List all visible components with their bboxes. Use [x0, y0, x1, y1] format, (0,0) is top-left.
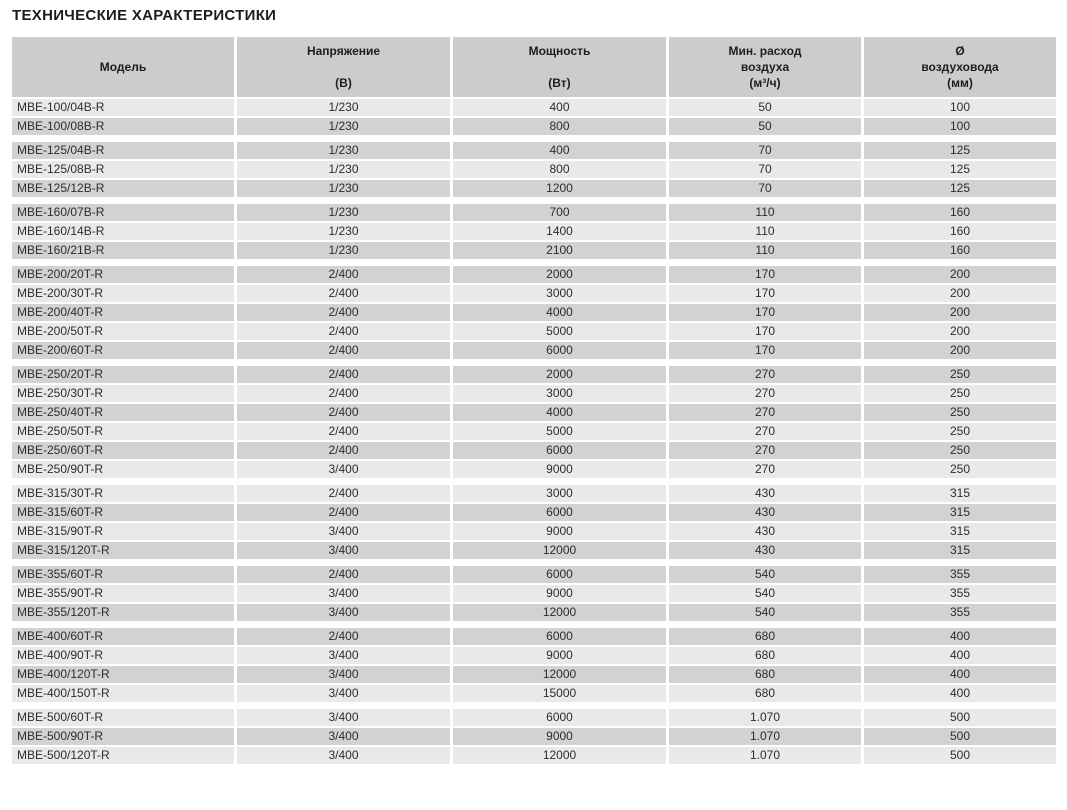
cell-diameter: 500 — [864, 709, 1056, 726]
cell-power: 12000 — [453, 604, 666, 621]
table-row — [12, 204, 1055, 221]
table-row — [12, 161, 1055, 178]
cell-voltage: 2/400 — [237, 304, 450, 321]
cell-power: 6000 — [453, 504, 666, 521]
cell-voltage: 3/400 — [237, 585, 450, 602]
header-cell-voltage-line: Напряжение — [306, 44, 381, 58]
cell-diameter: 315 — [864, 523, 1056, 540]
cell-airflow: 540 — [669, 585, 861, 602]
cell-diameter: 250 — [864, 404, 1056, 421]
cell-model: MBE-250/90T-R — [12, 461, 234, 478]
cell-model: MBE-250/50T-R — [12, 423, 234, 440]
cell-airflow: 170 — [669, 266, 861, 283]
cell-voltage: 2/400 — [237, 385, 450, 402]
cell-power: 2000 — [453, 266, 666, 283]
cell-voltage: 2/400 — [237, 285, 450, 302]
cell-airflow: 680 — [669, 628, 861, 645]
cell-voltage: 2/400 — [237, 504, 450, 521]
cell-voltage: 1/230 — [237, 242, 450, 259]
header-cell-diameter — [864, 37, 1056, 97]
cell-model: MBE-160/07B-R — [12, 204, 234, 221]
cell-model: MBE-125/12B-R — [12, 180, 234, 197]
header-cell-voltage-line: (В) — [335, 76, 352, 90]
table-row — [12, 304, 1055, 321]
cell-power: 3000 — [453, 485, 666, 502]
cell-voltage: 3/400 — [237, 542, 450, 559]
model-group-MBE-315 — [12, 485, 1055, 559]
header-cell-model-line: Модель — [99, 60, 147, 74]
cell-diameter: 100 — [864, 99, 1056, 116]
cell-model: MBE-500/60T-R — [12, 709, 234, 726]
header-cell-power — [453, 37, 666, 97]
cell-model: MBE-315/30T-R — [12, 485, 234, 502]
cell-power: 6000 — [453, 442, 666, 459]
cell-voltage: 2/400 — [237, 366, 450, 383]
header-cell-diameter-line: Ø — [955, 44, 965, 58]
cell-power: 12000 — [453, 542, 666, 559]
model-group-MBE-500 — [12, 709, 1055, 764]
cell-airflow: 680 — [669, 666, 861, 683]
cell-voltage: 3/400 — [237, 685, 450, 702]
cell-model: MBE-250/60T-R — [12, 442, 234, 459]
cell-diameter: 355 — [864, 585, 1056, 602]
cell-diameter: 200 — [864, 285, 1056, 302]
cell-diameter: 400 — [864, 685, 1056, 702]
cell-voltage: 3/400 — [237, 747, 450, 764]
cell-model: MBE-500/90T-R — [12, 728, 234, 745]
cell-model: MBE-250/20T-R — [12, 366, 234, 383]
cell-model: MBE-355/90T-R — [12, 585, 234, 602]
header-cell-power-line: (Вт) — [548, 76, 571, 90]
header-cell-airflow-line: (м³/ч) — [749, 76, 781, 90]
cell-power: 4000 — [453, 404, 666, 421]
model-group-MBE-250 — [12, 366, 1055, 478]
cell-diameter: 200 — [864, 304, 1056, 321]
table-row — [12, 747, 1055, 764]
cell-model: MBE-315/120T-R — [12, 542, 234, 559]
table-row — [12, 99, 1055, 116]
cell-diameter: 250 — [864, 461, 1056, 478]
cell-model: MBE-400/150T-R — [12, 685, 234, 702]
header-cell-airflow — [669, 37, 861, 97]
cell-model: MBE-200/20T-R — [12, 266, 234, 283]
cell-diameter: 500 — [864, 747, 1056, 764]
cell-diameter: 200 — [864, 342, 1056, 359]
cell-airflow: 270 — [669, 461, 861, 478]
cell-model: MBE-160/21B-R — [12, 242, 234, 259]
table-row — [12, 666, 1055, 683]
cell-airflow: 1.070 — [669, 709, 861, 726]
cell-diameter: 315 — [864, 542, 1056, 559]
cell-diameter: 250 — [864, 442, 1056, 459]
table-row — [12, 423, 1055, 440]
cell-power: 6000 — [453, 342, 666, 359]
cell-power: 2100 — [453, 242, 666, 259]
cell-model: MBE-355/120T-R — [12, 604, 234, 621]
cell-airflow: 110 — [669, 223, 861, 240]
cell-diameter: 160 — [864, 223, 1056, 240]
cell-voltage: 1/230 — [237, 204, 450, 221]
cell-power: 3000 — [453, 385, 666, 402]
table-row — [12, 604, 1055, 621]
header-cell-airflow-line: воздуха — [740, 60, 790, 74]
cell-model: MBE-160/14B-R — [12, 223, 234, 240]
cell-voltage: 1/230 — [237, 161, 450, 178]
cell-power: 800 — [453, 161, 666, 178]
cell-airflow: 540 — [669, 604, 861, 621]
cell-diameter: 355 — [864, 566, 1056, 583]
model-group-MBE-100 — [12, 99, 1055, 135]
model-group-MBE-160 — [12, 204, 1055, 259]
cell-diameter: 200 — [864, 323, 1056, 340]
cell-airflow: 680 — [669, 647, 861, 664]
cell-airflow: 270 — [669, 366, 861, 383]
cell-voltage: 3/400 — [237, 709, 450, 726]
cell-airflow: 50 — [669, 118, 861, 135]
header-cell-voltage-line — [237, 59, 450, 75]
cell-voltage: 1/230 — [237, 180, 450, 197]
cell-model: MBE-200/30T-R — [12, 285, 234, 302]
header-cell-power-line: Мощность — [528, 44, 591, 58]
cell-airflow: 270 — [669, 442, 861, 459]
table-row — [12, 118, 1055, 135]
cell-power: 12000 — [453, 747, 666, 764]
cell-diameter: 315 — [864, 485, 1056, 502]
table-row — [12, 285, 1055, 302]
cell-voltage: 2/400 — [237, 423, 450, 440]
cell-diameter: 355 — [864, 604, 1056, 621]
cell-voltage: 3/400 — [237, 728, 450, 745]
cell-power: 6000 — [453, 709, 666, 726]
cell-diameter: 250 — [864, 385, 1056, 402]
cell-power: 2000 — [453, 366, 666, 383]
cell-power: 1400 — [453, 223, 666, 240]
cell-model: MBE-400/60T-R — [12, 628, 234, 645]
cell-power: 800 — [453, 118, 666, 135]
spec-table — [12, 37, 1055, 764]
model-group-MBE-125 — [12, 142, 1055, 197]
table-row — [12, 342, 1055, 359]
cell-diameter: 250 — [864, 366, 1056, 383]
table-row — [12, 685, 1055, 702]
table-row — [12, 323, 1055, 340]
cell-airflow: 680 — [669, 685, 861, 702]
cell-power: 9000 — [453, 647, 666, 664]
table-row — [12, 223, 1055, 240]
model-group-MBE-355 — [12, 566, 1055, 621]
cell-power: 5000 — [453, 423, 666, 440]
model-group-MBE-400 — [12, 628, 1055, 702]
cell-power: 15000 — [453, 685, 666, 702]
cell-diameter: 200 — [864, 266, 1056, 283]
table-row — [12, 628, 1055, 645]
cell-airflow: 270 — [669, 423, 861, 440]
header-cell-airflow-line: Мин. расход — [728, 44, 802, 58]
cell-airflow: 430 — [669, 485, 861, 502]
cell-power: 1200 — [453, 180, 666, 197]
cell-airflow: 270 — [669, 404, 861, 421]
cell-model: MBE-125/04B-R — [12, 142, 234, 159]
cell-diameter: 315 — [864, 504, 1056, 521]
cell-diameter: 125 — [864, 180, 1056, 197]
cell-model: MBE-100/08B-R — [12, 118, 234, 135]
cell-power: 4000 — [453, 304, 666, 321]
cell-airflow: 110 — [669, 204, 861, 221]
cell-power: 9000 — [453, 461, 666, 478]
cell-model: MBE-400/90T-R — [12, 647, 234, 664]
cell-voltage: 2/400 — [237, 566, 450, 583]
table-row — [12, 180, 1055, 197]
table-header-row — [12, 37, 1055, 97]
cell-voltage: 1/230 — [237, 142, 450, 159]
cell-power: 6000 — [453, 628, 666, 645]
cell-airflow: 1.070 — [669, 728, 861, 745]
cell-diameter: 250 — [864, 423, 1056, 440]
cell-diameter: 400 — [864, 628, 1056, 645]
cell-airflow: 170 — [669, 304, 861, 321]
cell-power: 400 — [453, 142, 666, 159]
cell-voltage: 3/400 — [237, 604, 450, 621]
cell-diameter: 125 — [864, 161, 1056, 178]
cell-airflow: 170 — [669, 342, 861, 359]
cell-airflow: 270 — [669, 385, 861, 402]
cell-power: 9000 — [453, 728, 666, 745]
cell-model: MBE-250/40T-R — [12, 404, 234, 421]
cell-voltage: 1/230 — [237, 223, 450, 240]
header-cell-diameter-line: (мм) — [947, 76, 973, 90]
cell-diameter: 160 — [864, 204, 1056, 221]
cell-airflow: 430 — [669, 504, 861, 521]
cell-voltage: 1/230 — [237, 118, 450, 135]
header-cell-power-line — [453, 59, 666, 75]
table-row — [12, 485, 1055, 502]
table-row — [12, 504, 1055, 521]
cell-airflow: 70 — [669, 180, 861, 197]
cell-diameter: 500 — [864, 728, 1056, 745]
cell-voltage: 2/400 — [237, 404, 450, 421]
cell-power: 400 — [453, 99, 666, 116]
table-row — [12, 647, 1055, 664]
model-group-MBE-200 — [12, 266, 1055, 359]
cell-model: MBE-355/60T-R — [12, 566, 234, 583]
table-row — [12, 542, 1055, 559]
cell-diameter: 160 — [864, 242, 1056, 259]
cell-voltage: 3/400 — [237, 523, 450, 540]
cell-model: MBE-250/30T-R — [12, 385, 234, 402]
table-row — [12, 461, 1055, 478]
cell-diameter: 125 — [864, 142, 1056, 159]
cell-voltage: 1/230 — [237, 99, 450, 116]
cell-power: 700 — [453, 204, 666, 221]
cell-power: 12000 — [453, 666, 666, 683]
cell-model: MBE-200/60T-R — [12, 342, 234, 359]
cell-diameter: 400 — [864, 666, 1056, 683]
cell-power: 3000 — [453, 285, 666, 302]
cell-airflow: 540 — [669, 566, 861, 583]
cell-model: MBE-100/04B-R — [12, 99, 234, 116]
cell-airflow: 170 — [669, 323, 861, 340]
cell-airflow: 430 — [669, 523, 861, 540]
cell-voltage: 3/400 — [237, 666, 450, 683]
table-row — [12, 385, 1055, 402]
cell-airflow: 70 — [669, 161, 861, 178]
cell-diameter: 100 — [864, 118, 1056, 135]
cell-model: MBE-125/08B-R — [12, 161, 234, 178]
cell-voltage: 3/400 — [237, 647, 450, 664]
table-row — [12, 566, 1055, 583]
header-cell-model — [12, 37, 234, 97]
table-row — [12, 709, 1055, 726]
table-row — [12, 404, 1055, 421]
page-title: ТЕХНИЧЕСКИЕ ХАРАКТЕРИСТИКИ — [12, 7, 277, 24]
cell-airflow: 70 — [669, 142, 861, 159]
cell-model: MBE-400/120T-R — [12, 666, 234, 683]
cell-voltage: 3/400 — [237, 461, 450, 478]
cell-power: 9000 — [453, 585, 666, 602]
cell-airflow: 50 — [669, 99, 861, 116]
cell-voltage: 2/400 — [237, 266, 450, 283]
table-row — [12, 728, 1055, 745]
cell-voltage: 2/400 — [237, 442, 450, 459]
table-row — [12, 523, 1055, 540]
cell-diameter: 400 — [864, 647, 1056, 664]
cell-airflow: 430 — [669, 542, 861, 559]
cell-model: MBE-315/60T-R — [12, 504, 234, 521]
cell-model: MBE-200/50T-R — [12, 323, 234, 340]
cell-airflow: 170 — [669, 285, 861, 302]
table-row — [12, 266, 1055, 283]
cell-power: 9000 — [453, 523, 666, 540]
cell-voltage: 2/400 — [237, 485, 450, 502]
table-row — [12, 142, 1055, 159]
header-cell-voltage — [237, 37, 450, 97]
cell-airflow: 1.070 — [669, 747, 861, 764]
cell-model: MBE-315/90T-R — [12, 523, 234, 540]
table-row — [12, 366, 1055, 383]
table-row — [12, 442, 1055, 459]
cell-model: MBE-500/120T-R — [12, 747, 234, 764]
table-row — [12, 585, 1055, 602]
cell-voltage: 2/400 — [237, 342, 450, 359]
cell-voltage: 2/400 — [237, 323, 450, 340]
header-cell-diameter-line: воздуховода — [921, 60, 999, 74]
table-row — [12, 242, 1055, 259]
cell-voltage: 2/400 — [237, 628, 450, 645]
cell-power: 5000 — [453, 323, 666, 340]
cell-airflow: 110 — [669, 242, 861, 259]
cell-model: MBE-200/40T-R — [12, 304, 234, 321]
cell-power: 6000 — [453, 566, 666, 583]
